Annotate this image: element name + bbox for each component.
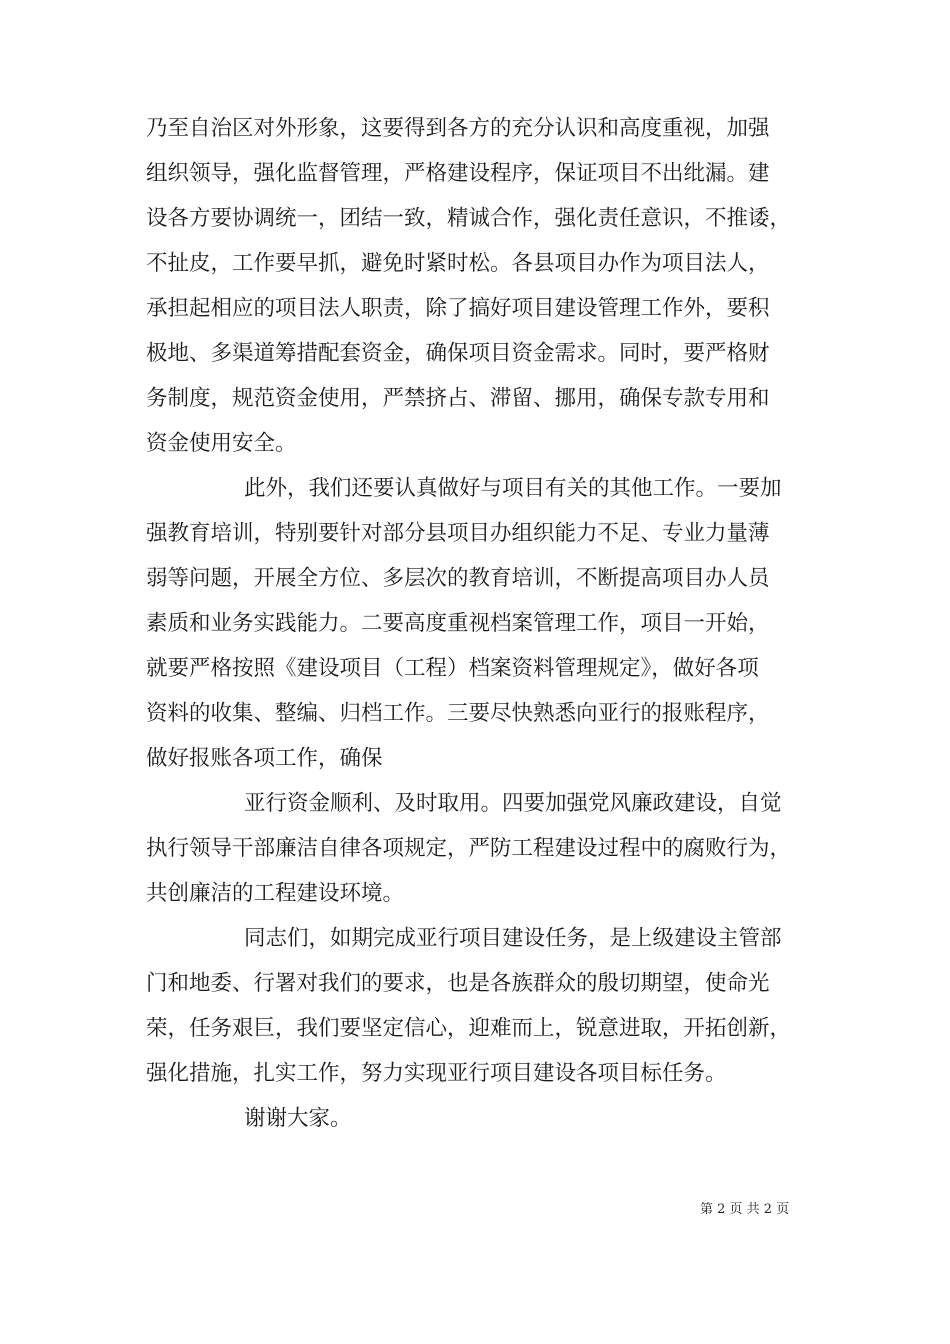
text-line: 素质和业务实践能力。二要高度重视档案管理工作，项目一开始， [146, 611, 770, 636]
text-line: 承担起相应的项目法人职责，除了搞好项目建设管理工作外，要积 [146, 296, 770, 321]
text-line: 共创廉洁的工程建设环境。 [146, 881, 405, 906]
page-number-footer: 第 2 页 共 2 页 [700, 1202, 790, 1217]
text-line-paragraph-start: 亚行资金顺利、及时取用。四要加强党风廉政建设，自觉 [244, 791, 782, 816]
text-line: 执行领导干部廉洁自律各项规定，严防工程建设过程中的腐败行为， [146, 836, 792, 861]
text-line: 强教育培训，特别要针对部分县项目办组织能力不足、专业力量薄 [146, 521, 770, 546]
text-line-paragraph-start: 此外，我们还要认真做好与项目有关的其他工作。一要加 [244, 476, 782, 501]
text-line: 不扯皮，工作要早抓，避免时紧时松。各县项目办作为项目法人， [146, 251, 770, 276]
text-line-paragraph-start: 同志们，如期完成亚行项目建设任务，是上级建设主管部 [244, 926, 782, 951]
text-line: 设各方要协调统一，团结一致，精诚合作，强化责任意识，不推诿， [146, 206, 792, 231]
text-line: 就要严格按照《建设项目（工程）档案资料管理规定》，做好各项 [146, 656, 759, 681]
text-line: 弱等问题，开展全方位、多层次的教育培训，不断提高项目办人员 [146, 566, 770, 591]
text-line: 强化措施，扎实工作，努力实现亚行项目建设各项目标任务。 [146, 1061, 727, 1086]
text-line: 资料的收集、整编、归档工作。三要尽快熟悉向亚行的报账程序， [146, 701, 770, 726]
text-line: 做好报账各项工作，确保 [146, 746, 383, 771]
text-line: 荣，任务艰巨，我们要坚定信心，迎难而上，锐意进取，开拓创新， [146, 1016, 792, 1041]
text-line: 组织领导，强化监督管理，严格建设程序，保证项目不出纰漏。建 [146, 161, 770, 186]
text-line: 极地、多渠道筹措配套资金，确保项目资金需求。同时，要严格财 [146, 341, 770, 366]
text-line: 务制度，规范资金使用，严禁挤占、滞留、挪用，确保专款专用和 [146, 386, 770, 411]
text-line: 乃至自治区对外形象，这要得到各方的充分认识和高度重视，加强 [146, 116, 770, 141]
text-line: 门和地委、行署对我们的要求，也是各族群众的殷切期望，使命光 [146, 971, 770, 996]
text-line-closing: 谢谢大家。 [244, 1106, 352, 1131]
text-line: 资金使用安全。 [146, 431, 297, 456]
